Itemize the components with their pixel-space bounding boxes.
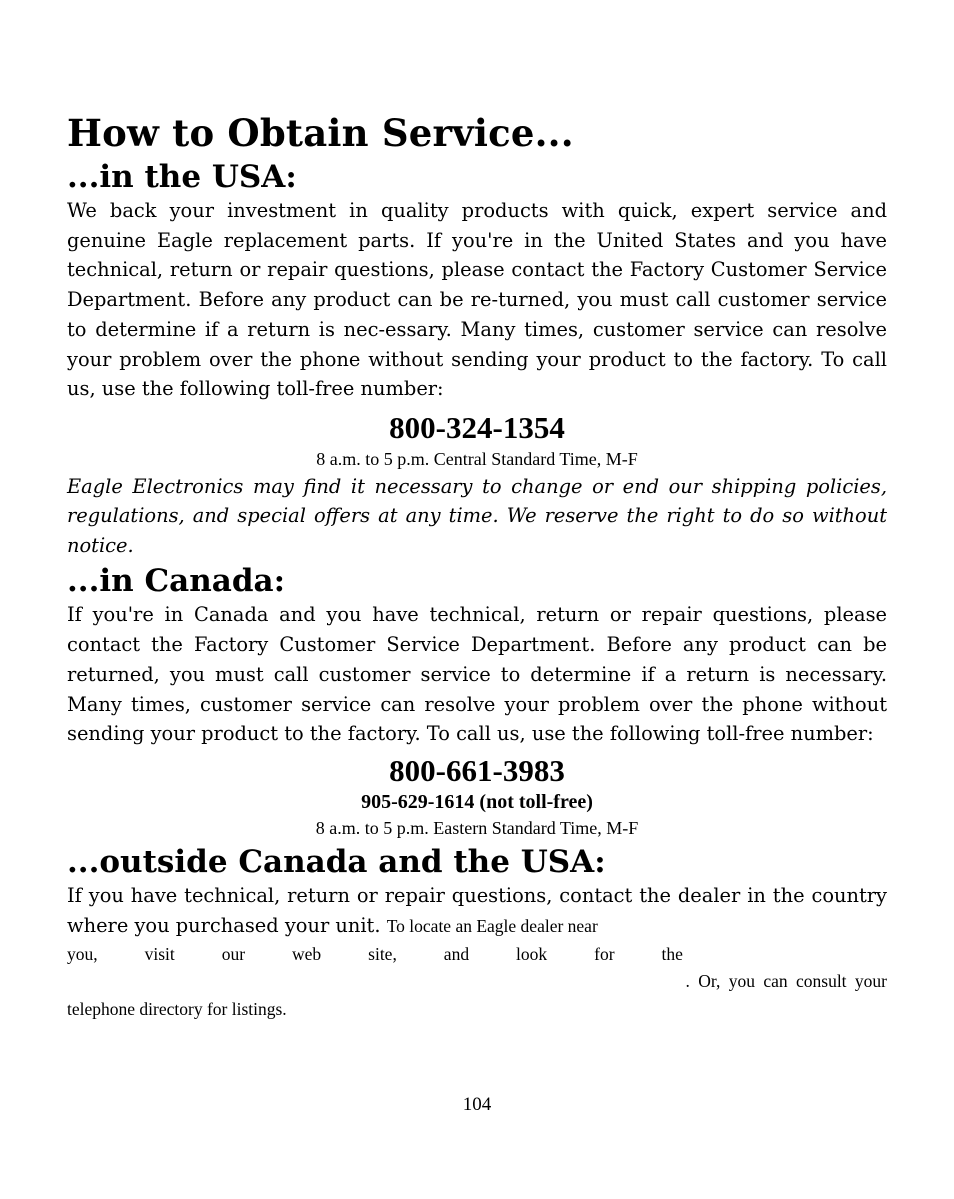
section-heading-outside: ...outside Canada and the USA: xyxy=(67,843,606,880)
section-heading-usa: ...in the USA: xyxy=(67,159,297,195)
outside-spread-line xyxy=(67,941,683,968)
outside-last-run: telephone directory for listings. xyxy=(67,998,287,1019)
canada-body: If you're in Canada and you have technical, return or repair questions, please contact the Factory Customer Service Department. Before any product can be returned, you must call customer service to determine if a return is necessary. Many times, customer service can resolve your problem over the phone without sending your product to the factory. To call us, use the following toll-free number: xyxy=(67,603,887,746)
section-heading-canada: ...in Canada: xyxy=(67,563,286,600)
outside-body-start: If you have technical, return or repair questions, contact the dealer in the country where you purchased your unit. xyxy=(67,883,887,937)
page-title: How to Obtain Service... xyxy=(67,111,574,155)
canada-phone-alt: 905-629-1614 (not toll-free) xyxy=(361,790,593,813)
usa-body: We back your investment in quality products with quick, expert service and genuine Eagle replacement parts. If you're in the United States and you have technical, return or repair questions, please contact the Factory Customer Service Department. Before any product can be re-turned, you must call customer service to determine if a return is nec-essary. Many times, customer service can resolve your problem over the phone without sending your product to the factory. To call us, use the following toll-free number: xyxy=(67,199,887,401)
spread-word: look xyxy=(516,943,548,964)
usa-phone: 800-324-1354 xyxy=(389,409,565,445)
canada-hours: 8 a.m. to 5 p.m. Eastern Standard Time, M-F xyxy=(315,817,639,838)
outside-body xyxy=(67,881,887,941)
spread-word: you, xyxy=(67,943,98,964)
spread-word: our xyxy=(221,943,246,964)
spread-word: visit xyxy=(144,943,175,964)
spread-word: and xyxy=(443,943,470,964)
spread-word: the xyxy=(661,943,683,964)
spread-word: for xyxy=(594,943,615,964)
outside-right-run: . Or, you can consult your xyxy=(685,970,887,991)
outside-body-small: To locate an Eagle dealer near xyxy=(386,915,598,936)
page-content xyxy=(67,108,887,1023)
spread-word: site, xyxy=(368,943,397,964)
page-number: 104 xyxy=(462,1094,492,1115)
spread-word: web xyxy=(292,943,322,964)
usa-notice: Eagle Electronics may find it necessary to change or end our shipping policies, regulations, and special offers at any time. We reserve the right to do so without notice. xyxy=(67,474,887,557)
usa-hours: 8 a.m. to 5 p.m. Central Standard Time, M-F xyxy=(316,448,638,469)
canada-phone: 800-661-3983 xyxy=(389,752,565,788)
